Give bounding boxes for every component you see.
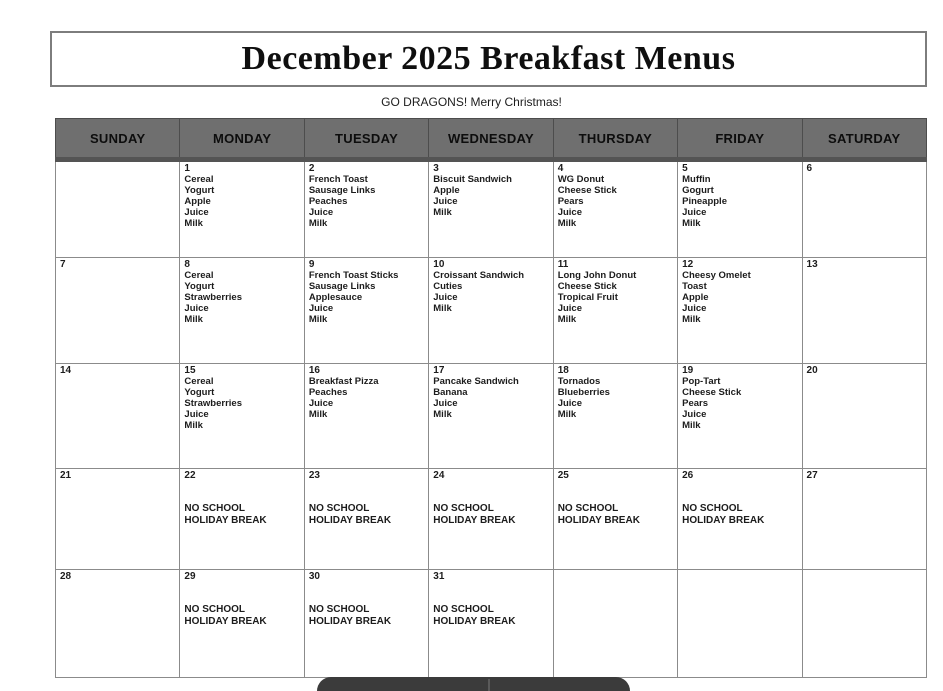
menu-item: Peaches <box>308 196 348 207</box>
menu-item: Milk <box>308 218 328 229</box>
menu-items <box>184 376 299 431</box>
menu-item: Milk <box>308 409 328 420</box>
menu-item: Cereal <box>184 270 214 281</box>
no-school-note <box>184 503 299 527</box>
day-number: 29 <box>184 571 196 582</box>
menu-items <box>433 174 548 218</box>
day-number: 2 <box>308 163 315 174</box>
weekday-header-friday: FRIDAY <box>678 119 802 160</box>
calendar-day-cell-21 <box>56 469 180 570</box>
menu-item: Milk <box>433 303 452 314</box>
calendar-day-cell-12 <box>678 258 802 364</box>
menu-item: Muffin <box>682 174 711 185</box>
menu-item: Sausage Links <box>308 281 376 292</box>
menu-item: Juice <box>308 207 334 218</box>
calendar-day-cell-31 <box>429 570 553 678</box>
day-number: 5 <box>682 163 688 174</box>
calendar-day-cell-30 <box>304 570 428 678</box>
calendar-day-cell-5 <box>678 160 802 258</box>
note-line: NO SCHOOL <box>184 604 245 615</box>
menu-item: Cereal <box>184 174 214 185</box>
day-number <box>807 571 922 582</box>
menu-item: Milk <box>557 409 577 420</box>
calendar-day-cell-9 <box>304 258 428 364</box>
menu-item: Cuties <box>433 281 463 292</box>
menu-item: French Toast <box>308 174 368 185</box>
menu-item: Juice <box>433 398 458 409</box>
menu-item: Milk <box>184 314 203 325</box>
menu-items <box>682 376 797 431</box>
menu-item: Cheese Stick <box>557 281 617 292</box>
calendar-day-cell-18 <box>553 364 677 469</box>
toolbar-divider <box>488 679 490 691</box>
menu-item: Apple <box>184 196 211 207</box>
no-school-note <box>682 503 797 527</box>
menu-item: Cheese Stick <box>557 185 617 196</box>
menu-item: Applesauce <box>308 292 363 303</box>
calendar-day-cell-4 <box>553 160 677 258</box>
page-title: December 2025 Breakfast Menus <box>241 40 736 77</box>
menu-item: Strawberries <box>184 398 242 409</box>
weekday-header-sunday: SUNDAY <box>56 119 180 160</box>
weekday-header-thursday: THURSDAY <box>553 119 677 160</box>
menu-item: Milk <box>682 420 701 431</box>
menu-item: Milk <box>308 314 328 325</box>
day-number: 23 <box>308 470 320 481</box>
menu-item: Juice <box>682 207 707 218</box>
menu-item: Apple <box>433 185 460 196</box>
note-line: HOLIDAY BREAK <box>682 515 765 526</box>
calendar-day-cell-10 <box>429 258 553 364</box>
calendar-empty-cell <box>56 160 180 258</box>
note-line: HOLIDAY BREAK <box>184 515 267 526</box>
no-school-note <box>184 604 299 628</box>
calendar-empty-cell <box>553 570 677 678</box>
menu-item: Yogurt <box>184 185 215 196</box>
menu-item: Milk <box>557 314 577 325</box>
menu-item: Juice <box>184 303 209 314</box>
menu-item: Milk <box>184 218 203 229</box>
no-school-note <box>309 503 424 527</box>
title-box <box>50 31 927 87</box>
menu-items <box>184 174 299 229</box>
menu-item: Toast <box>682 281 707 292</box>
calendar-day-cell-27 <box>802 469 926 570</box>
calendar-body <box>56 160 927 678</box>
day-number: 24 <box>433 470 445 481</box>
day-number: 14 <box>60 365 72 376</box>
menu-item: Juice <box>308 303 334 314</box>
menu-item: Juice <box>557 207 582 218</box>
menu-item: Juice <box>433 196 458 207</box>
note-line: NO SCHOOL <box>682 503 743 514</box>
day-number: 28 <box>60 571 72 582</box>
menu-item: Juice <box>557 398 582 409</box>
calendar-week-row-1 <box>56 160 927 258</box>
menu-items <box>682 270 797 325</box>
note-line: NO SCHOOL <box>184 503 245 514</box>
note-line: HOLIDAY BREAK <box>308 515 392 526</box>
menu-item: Juice <box>557 303 582 314</box>
menu-item: Apple <box>682 292 709 303</box>
note-line: HOLIDAY BREAK <box>308 616 392 627</box>
note-line: HOLIDAY BREAK <box>433 515 516 526</box>
calendar-day-cell-26 <box>678 469 802 570</box>
calendar-week-row-5 <box>56 570 927 678</box>
calendar-day-cell-15 <box>180 364 304 469</box>
note-line: NO SCHOOL <box>308 604 370 615</box>
day-number: 18 <box>557 365 569 376</box>
menu-items <box>558 376 673 420</box>
menu-item: Juice <box>308 398 334 409</box>
menu-items <box>433 270 548 314</box>
note-line: NO SCHOOL <box>433 503 494 514</box>
menu-item: Milk <box>184 420 203 431</box>
menu-item: Cheese Stick <box>682 387 742 398</box>
menu-item: Biscuit Sandwich <box>433 174 512 185</box>
menu-item: Pears <box>682 398 708 409</box>
menu-item: Tornados <box>557 376 601 387</box>
calendar-empty-cell <box>678 570 802 678</box>
menu-item: Milk <box>433 409 452 420</box>
menu-item: Yogurt <box>184 281 215 292</box>
menu-item: Blueberries <box>557 387 610 398</box>
menu-items <box>558 270 673 325</box>
no-school-note <box>433 604 548 628</box>
menu-item: Milk <box>682 218 701 229</box>
day-number: 12 <box>682 259 694 270</box>
menu-item: Pears <box>557 196 584 207</box>
day-number: 19 <box>682 365 694 376</box>
day-number: 9 <box>308 259 315 270</box>
day-number: 30 <box>308 571 320 582</box>
menu-item: French Toast Sticks <box>308 270 399 281</box>
menu-item: WG Donut <box>557 174 605 185</box>
note-line: HOLIDAY BREAK <box>557 515 640 526</box>
menu-item: Peaches <box>308 387 348 398</box>
menu-items <box>433 376 548 420</box>
day-number: 27 <box>806 470 818 481</box>
calendar-day-cell-8 <box>180 258 304 364</box>
day-number <box>682 571 797 582</box>
calendar-day-cell-22 <box>180 469 304 570</box>
menu-item: Milk <box>433 207 452 218</box>
menu-item: Juice <box>184 207 209 218</box>
day-number: 16 <box>308 365 320 376</box>
weekday-header-wednesday: WEDNESDAY <box>429 119 553 160</box>
day-number: 8 <box>184 259 190 270</box>
menu-item: Breakfast Pizza <box>308 376 379 387</box>
menu-item: Gogurt <box>682 185 714 196</box>
weekday-header-tuesday: TUESDAY <box>304 119 428 160</box>
calendar-day-cell-7 <box>56 258 180 364</box>
viewer-toolbar[interactable] <box>317 677 630 691</box>
no-school-note <box>433 503 548 527</box>
menu-items <box>309 270 424 325</box>
menu-items <box>309 174 424 229</box>
weekday-header-monday: MONDAY <box>180 119 304 160</box>
day-number: 6 <box>806 163 813 174</box>
menu-item: Tropical Fruit <box>557 292 618 303</box>
menu-item: Cereal <box>184 376 214 387</box>
note-line: HOLIDAY BREAK <box>433 616 516 627</box>
day-number: 10 <box>433 259 445 270</box>
note-line: NO SCHOOL <box>557 503 619 514</box>
menu-item: Juice <box>433 292 458 303</box>
menu-item: Pop-Tart <box>682 376 721 387</box>
day-number: 1 <box>184 163 190 174</box>
menu-item: Banana <box>433 387 468 398</box>
menu-items <box>682 174 797 229</box>
menu-item: Sausage Links <box>308 185 376 196</box>
no-school-note <box>309 604 424 628</box>
menu-item: Croissant Sandwich <box>433 270 525 281</box>
calendar-day-cell-29 <box>180 570 304 678</box>
day-number: 20 <box>806 365 818 376</box>
menu-item: Pancake Sandwich <box>433 376 519 387</box>
menu-item: Strawberries <box>184 292 242 303</box>
menu-item: Long John Donut <box>557 270 637 281</box>
day-number: 13 <box>806 259 818 270</box>
calendar-day-cell-13 <box>802 258 926 364</box>
menu-items <box>558 174 673 229</box>
calendar-day-cell-14 <box>56 364 180 469</box>
no-school-note <box>558 503 673 527</box>
day-number: 22 <box>184 470 196 481</box>
menu-items <box>184 270 299 325</box>
day-number <box>60 163 175 174</box>
menu-item: Juice <box>682 303 707 314</box>
menu-item: Cheesy Omelet <box>682 270 751 281</box>
calendar-empty-cell <box>802 570 926 678</box>
day-number: 25 <box>557 470 569 481</box>
menu-item: Yogurt <box>184 387 215 398</box>
day-number <box>558 571 673 582</box>
menu-item: Milk <box>557 218 577 229</box>
menu-item: Juice <box>682 409 707 420</box>
day-number: 17 <box>433 365 445 376</box>
calendar-day-cell-19 <box>678 364 802 469</box>
calendar-day-cell-20 <box>802 364 926 469</box>
day-number: 11 <box>557 259 569 270</box>
calendar-day-cell-1 <box>180 160 304 258</box>
calendar-week-row-2 <box>56 258 927 364</box>
menu-item: Juice <box>184 409 209 420</box>
calendar-day-cell-23 <box>304 469 428 570</box>
day-number: 26 <box>682 470 694 481</box>
calendar-day-cell-2 <box>304 160 428 258</box>
note-line: HOLIDAY BREAK <box>184 616 267 627</box>
menu-items <box>309 376 424 420</box>
calendar-day-cell-11 <box>553 258 677 364</box>
menu-item: Pineapple <box>682 196 727 207</box>
calendar-table <box>55 118 927 678</box>
menu-item: Milk <box>682 314 701 325</box>
calendar-day-cell-16 <box>304 364 428 469</box>
note-line: NO SCHOOL <box>433 604 494 615</box>
calendar-day-cell-6 <box>802 160 926 258</box>
day-number: 7 <box>60 259 66 270</box>
subtitle-text: GO DRAGONS! Merry Christmas! <box>381 95 562 109</box>
note-line: NO SCHOOL <box>308 503 370 514</box>
day-number: 31 <box>433 571 445 582</box>
day-number: 15 <box>184 365 196 376</box>
calendar-day-cell-17 <box>429 364 553 469</box>
calendar-week-row-4 <box>56 469 927 570</box>
day-number: 4 <box>557 163 564 174</box>
weekday-header-saturday: SATURDAY <box>802 119 926 160</box>
weekday-header-row <box>56 119 927 160</box>
calendar-week-row-3 <box>56 364 927 469</box>
calendar-day-cell-3 <box>429 160 553 258</box>
calendar-day-cell-28 <box>56 570 180 678</box>
calendar-day-cell-24 <box>429 469 553 570</box>
day-number: 21 <box>60 470 72 481</box>
day-number: 3 <box>433 163 439 174</box>
calendar-day-cell-25 <box>553 469 677 570</box>
